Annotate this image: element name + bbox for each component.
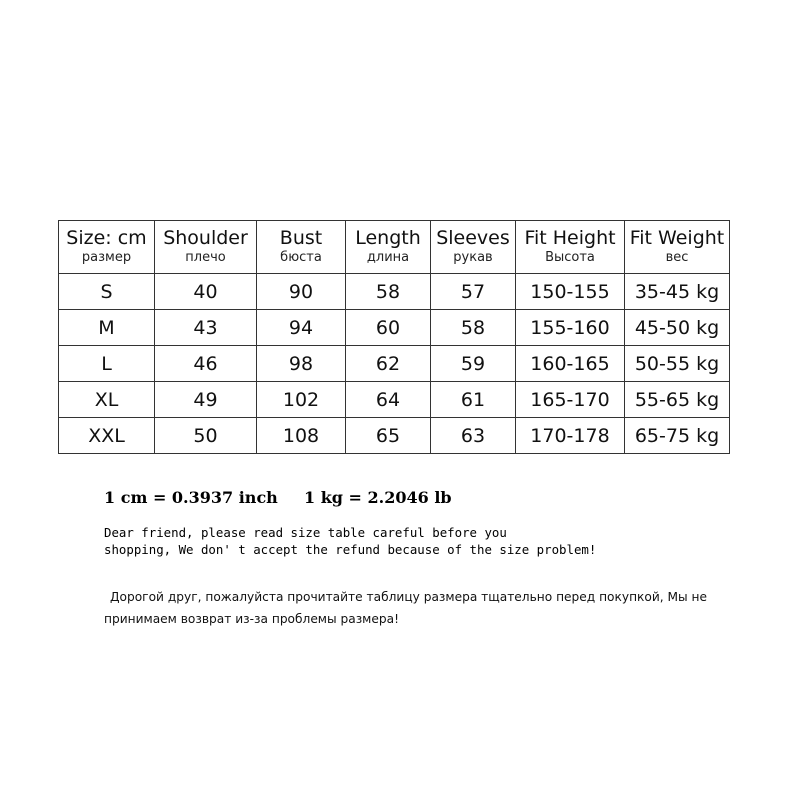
table-row	[59, 346, 730, 382]
cell-sleeves: 61	[431, 382, 516, 418]
cell-fit-weight: 45-50 kg	[625, 310, 730, 346]
cell-fit-weight: 35-45 kg	[625, 274, 730, 310]
russian-note-line: Дорогой друг, пожалуйста прочитайте таблицу размера тщательно перед покупкой, Мы не	[110, 590, 708, 604]
cm-conversion: 1 cm = 0.3937 inch	[104, 488, 278, 507]
cell-length: 62	[346, 346, 431, 382]
header-length: Length длина	[346, 221, 431, 274]
cell-length: 65	[346, 418, 431, 454]
cell-size: XL	[59, 382, 155, 418]
cell-shoulder: 49	[155, 382, 257, 418]
header-sleeves: Sleeves рукав	[431, 221, 516, 274]
cell-shoulder: 50	[155, 418, 257, 454]
english-note-line: Dear friend, please read size table careful before you	[104, 525, 507, 540]
cell-bust: 98	[257, 346, 346, 382]
header-shoulder: Shoulder плечо	[155, 221, 257, 274]
size-chart-table	[58, 220, 730, 454]
cell-fit-height: 150-155	[516, 274, 625, 310]
russian-note	[104, 586, 764, 630]
unit-conversion	[104, 488, 452, 507]
cell-bust: 90	[257, 274, 346, 310]
cell-fit-height: 160-165	[516, 346, 625, 382]
cell-fit-height: 170-178	[516, 418, 625, 454]
header-bust: Bust бюста	[257, 221, 346, 274]
header-fit-weight: Fit Weight вес	[625, 221, 730, 274]
cell-fit-height: 155-160	[516, 310, 625, 346]
cell-bust: 102	[257, 382, 346, 418]
cell-fit-weight: 65-75 kg	[625, 418, 730, 454]
cell-bust: 94	[257, 310, 346, 346]
cell-shoulder: 40	[155, 274, 257, 310]
cell-shoulder: 46	[155, 346, 257, 382]
cell-size: XXL	[59, 418, 155, 454]
cell-sleeves: 59	[431, 346, 516, 382]
table-row	[59, 382, 730, 418]
cell-shoulder: 43	[155, 310, 257, 346]
header-size: Size: cm размер	[59, 221, 155, 274]
cell-bust: 108	[257, 418, 346, 454]
cell-size: M	[59, 310, 155, 346]
cell-length: 60	[346, 310, 431, 346]
cell-length: 58	[346, 274, 431, 310]
english-note	[104, 524, 794, 558]
cell-fit-weight: 55-65 kg	[625, 382, 730, 418]
table-row	[59, 274, 730, 310]
cell-size: L	[59, 346, 155, 382]
english-note-line: shopping, We don' t accept the refund because of the size problem!	[104, 542, 597, 557]
cell-sleeves: 58	[431, 310, 516, 346]
russian-note-line: принимаем возврат из-за проблемы размера!	[104, 612, 399, 626]
cell-sleeves: 57	[431, 274, 516, 310]
cell-size: S	[59, 274, 155, 310]
cell-fit-height: 165-170	[516, 382, 625, 418]
header-fit-height: Fit Height Высота	[516, 221, 625, 274]
cell-sleeves: 63	[431, 418, 516, 454]
cell-fit-weight: 50-55 kg	[625, 346, 730, 382]
table-row	[59, 418, 730, 454]
kg-conversion: 1 kg = 2.2046 lb	[304, 488, 452, 507]
table-header-row	[59, 221, 730, 274]
table-row	[59, 310, 730, 346]
cell-length: 64	[346, 382, 431, 418]
